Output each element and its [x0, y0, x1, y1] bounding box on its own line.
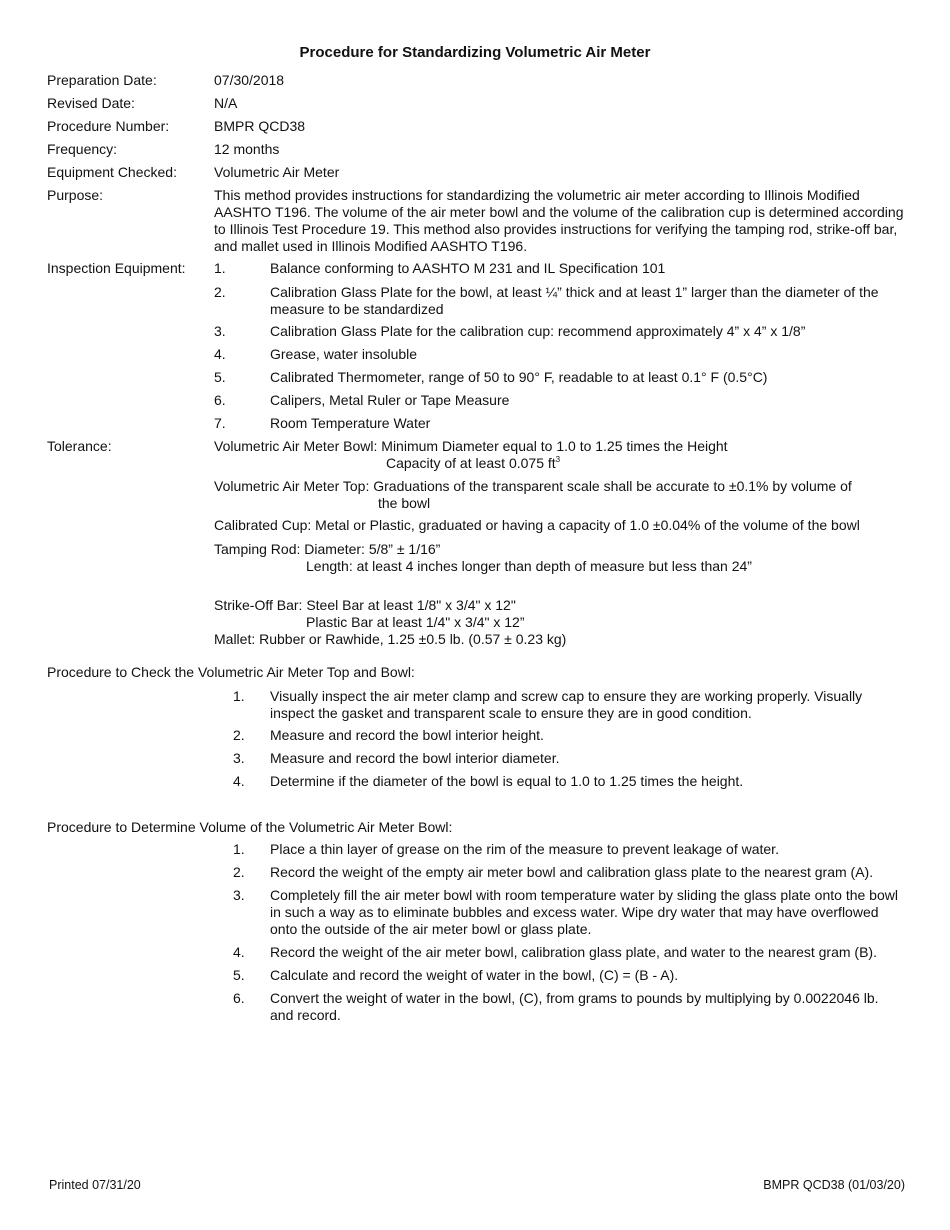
step-number: 2.: [233, 864, 245, 880]
equipment-item-text: Calibrated Thermometer, range of 50 to 90° F, readable to at least 0.1° F (0.5°C): [270, 369, 768, 385]
step-text: Place a thin layer of grease on the rim of the measure to prevent leakage of water.: [270, 841, 779, 857]
equipment-item-text: Calibration Glass Plate for the calibration cup: recommend approximately 4” x 4” x 1/8”: [270, 323, 806, 339]
footer-printed-date: Printed 07/31/20: [49, 1178, 141, 1192]
step-text: Calculate and record the weight of water in the bowl, (C) = (B - A).: [270, 967, 679, 983]
equipment-checked-label: Equipment Checked:: [47, 164, 177, 180]
check-procedure-heading: Procedure to Check the Volumetric Air Meter Top and Bowl:: [47, 664, 415, 680]
step-text: Convert the weight of water in the bowl, (C), from grams to pounds by multiplying by 0.0022046 lb. and record.: [270, 990, 879, 1023]
equipment-item-text: Calibration Glass Plate for the bowl, at least ¼” thick and at least 1” larger than the diameter of the measure to be standardized: [270, 284, 879, 317]
equipment-item-text: Calipers, Metal Ruler or Tape Measure: [270, 392, 510, 408]
step-number: 4.: [233, 944, 245, 960]
tolerance-top-line1: Volumetric Air Meter Top: Graduations of the transparent scale shall be accurate to ±0.1% by volume of: [214, 478, 852, 494]
cubic-superscript: 3: [555, 455, 561, 464]
equipment-item-text: Room Temperature Water: [270, 415, 431, 431]
procedure-number-value: BMPR QCD38: [214, 118, 306, 134]
tolerance-top-line2: the bowl: [378, 495, 431, 511]
step-number: 3.: [233, 750, 245, 766]
step-text: Determine if the diameter of the bowl is equal to 1.0 to 1.25 times the height.: [270, 773, 744, 789]
step-text: Record the weight of the empty air meter bowl and calibration glass plate to the nearest gram (A).: [270, 864, 874, 880]
step-number: 5.: [233, 967, 245, 983]
purpose-text: This method provides instructions for standardizing the volumetric air meter according to Illinois Modified AASHTO T196. The volume of the air meter bowl and the volume of the calibration cup is determined according to Illinois Test Procedure 19. This method also provides instructions for verifying the tamping rod, strike-off bar, and mallet used in Illinois Modified AASHTO T196.: [214, 187, 904, 254]
step-number: 1.: [233, 841, 245, 857]
step-text: Record the weight of the air meter bowl, calibration glass plate, and water to the nearest gram (B).: [270, 944, 877, 960]
equipment-item-number: 6.: [214, 392, 226, 408]
revised-date-label: Revised Date:: [47, 95, 135, 111]
tolerance-rod-line1: Tamping Rod: Diameter: 5/8” ± 1/16”: [214, 541, 441, 557]
frequency-value: 12 months: [214, 141, 280, 157]
step-text: Measure and record the bowl interior height.: [270, 727, 544, 743]
step-number: 2.: [233, 727, 245, 743]
purpose-label: Purpose:: [47, 187, 104, 203]
tolerance-bar-line1: Strike-Off Bar: Steel Bar at least 1/8" x 3/4" x 12": [214, 597, 516, 613]
step-number: 3.: [233, 887, 245, 903]
tolerance-bowl-capacity: Capacity of at least 0.075 ft: [386, 455, 556, 471]
page-title: Procedure for Standardizing Volumetric Air Meter: [299, 44, 651, 61]
equipment-item-number: 5.: [214, 369, 226, 385]
revised-date-value: N/A: [214, 95, 238, 111]
tolerance-bowl-line1: Volumetric Air Meter Bowl: Minimum Diameter equal to 1.0 to 1.25 times the Height: [214, 438, 728, 454]
equipment-item-text: Grease, water insoluble: [270, 346, 418, 362]
equipment-item-number: 4.: [214, 346, 226, 362]
equipment-item-number: 3.: [214, 323, 226, 339]
step-text: Completely fill the air meter bowl with room temperature water by sliding the glass plate onto the bowl in such a way as to eliminate bubbles and excess water. Wipe dry water that may have overflowed onto the outside of the air meter bowl or glass plate.: [270, 887, 898, 937]
tolerance-bar-line2: Plastic Bar at least 1/4" x 3/4" x 12”: [306, 614, 525, 630]
tolerance-mallet: Mallet: Rubber or Rawhide, 1.25 ±0.5 lb. (0.57 ± 0.23 kg): [214, 631, 567, 647]
equipment-item-number: 1.: [214, 260, 226, 276]
equipment-item-number: 7.: [214, 415, 226, 431]
step-number: 1.: [233, 688, 245, 704]
volume-procedure-heading: Procedure to Determine Volume of the Volumetric Air Meter Bowl:: [47, 819, 453, 835]
step-number: 4.: [233, 773, 245, 789]
procedure-number-label: Procedure Number:: [47, 118, 170, 134]
step-text: Measure and record the bowl interior diameter.: [270, 750, 560, 766]
step-text: Visually inspect the air meter clamp and screw cap to ensure they are working properly. Visually inspect the gasket and transparent scale to ensure they are in good condition.: [270, 688, 863, 721]
frequency-label: Frequency:: [47, 141, 118, 157]
step-number: 6.: [233, 990, 245, 1006]
equipment-item-number: 2.: [214, 284, 226, 300]
tolerance-bowl-line2: [386, 455, 560, 472]
inspection-equipment-label: Inspection Equipment:: [47, 260, 186, 276]
tolerance-label: Tolerance:: [47, 438, 112, 454]
preparation-date-label: Preparation Date:: [47, 72, 157, 88]
equipment-item-text: Balance conforming to AASHTO M 231 and IL Specification 101: [270, 260, 666, 276]
footer-document-id: BMPR QCD38 (01/03/20): [763, 1178, 905, 1192]
preparation-date-value: 07/30/2018: [214, 72, 285, 88]
equipment-checked-value: Volumetric Air Meter: [214, 164, 340, 180]
tolerance-rod-line2: Length: at least 4 inches longer than depth of measure but less than 24”: [306, 558, 752, 574]
tolerance-cup: Calibrated Cup: Metal or Plastic, graduated or having a capacity of 1.0 ±0.04% of the volume of the bowl: [214, 517, 860, 533]
